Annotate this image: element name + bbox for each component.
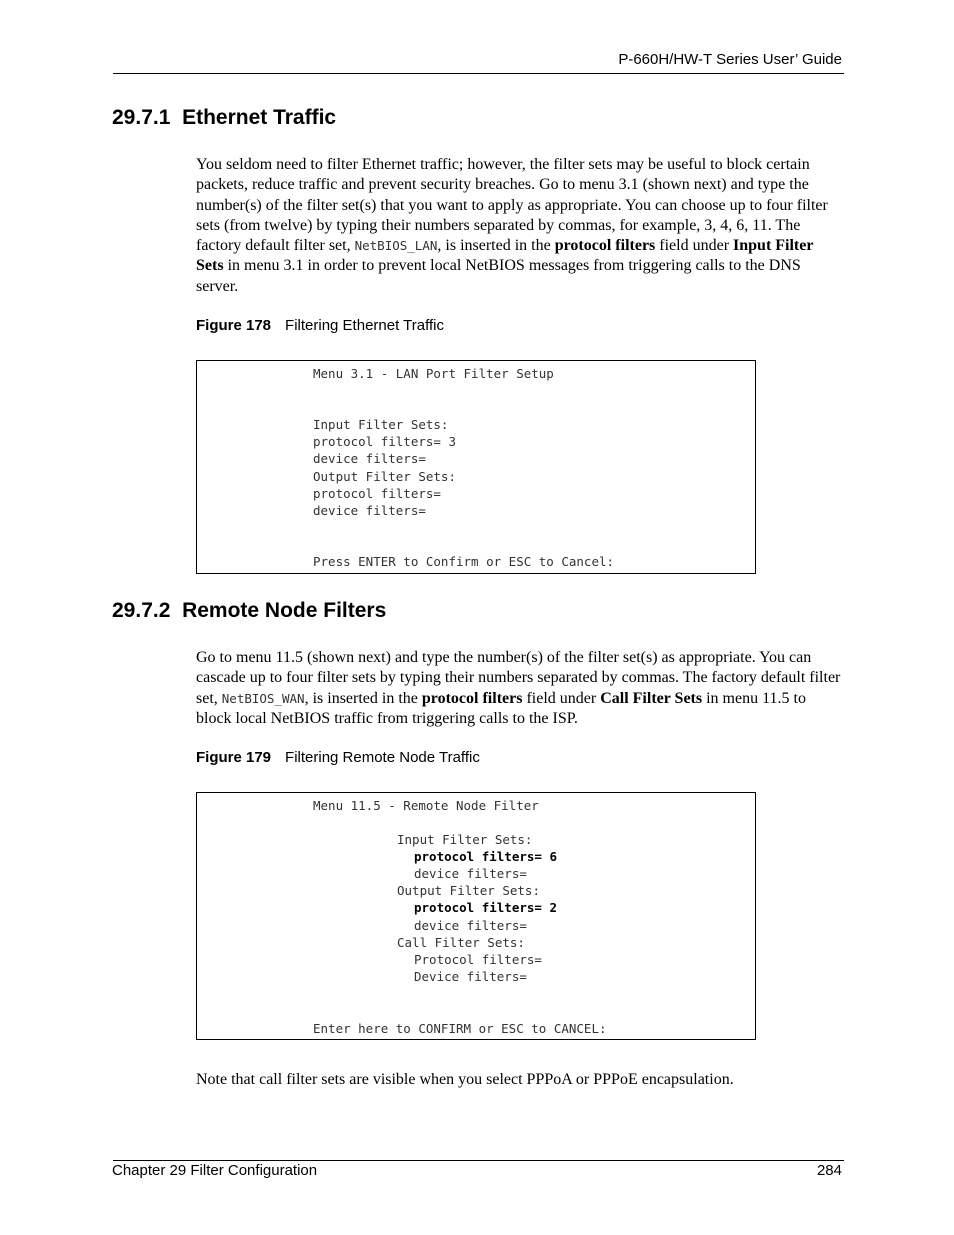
figure-178-caption: [196, 317, 444, 334]
para-text: You seldom need to filter Ethernet traffic; however, the filter sets may be useful to block certain packets, reduce traffic and prevent security breaches. Go to menu 3.1 (shown next) and type the number(s) of the filter set(s) that you want to apply as appropriate. You can choose up to four filter sets (from twelve) by typing their numbers separated by commas, for example, 3, 4, 6, 11. The factory default filter set,: [196, 156, 828, 255]
screen-line: Protocol filters=: [414, 952, 542, 967]
section-heading-remote-node-filters: [112, 599, 386, 623]
section-heading-ethernet-traffic: [112, 106, 336, 130]
bold-protocol-filters: protocol filters: [421, 689, 523, 707]
screen-line: device filters=: [313, 503, 426, 518]
screen-line: protocol filters= 3: [313, 434, 456, 449]
screen-line: Press ENTER to Confirm or ESC to Cancel:: [313, 554, 615, 569]
figure-caption-text: Filtering Ethernet Traffic: [285, 317, 444, 334]
screen-line: Input Filter Sets:: [397, 832, 533, 847]
footer-chapter: Chapter 29 Filter Configuration: [112, 1162, 318, 1179]
screen-line: device filters=: [313, 451, 426, 466]
screen-line: Enter here to CONFIRM or ESC to CANCEL:: [313, 1021, 607, 1036]
screen-line: Device filters=: [414, 969, 527, 984]
para-text: , is inserted in the: [304, 689, 422, 707]
page-number: 284: [816, 1162, 842, 1179]
para-text: , is inserted in the: [437, 237, 555, 255]
screen-line: Output Filter Sets:: [313, 469, 456, 484]
bold-input-filter-sets: Input Filter Sets: [196, 237, 814, 275]
screen-line: device filters=: [414, 866, 527, 881]
screen-line: protocol filters= 2: [414, 900, 557, 915]
screen-line: Output Filter Sets:: [397, 883, 540, 898]
encapsulation-note: Note that call filter sets are visible when you select PPPoA or PPPoE encapsulation.: [196, 1071, 734, 1088]
screen-line: protocol filters= 6: [414, 849, 557, 864]
figure-number: Figure 179: [196, 749, 272, 766]
figure-number: Figure 178: [196, 317, 272, 334]
remote-node-filters-paragraph: [196, 648, 844, 729]
figure-179-caption: [196, 749, 480, 766]
screen-line: Input Filter Sets:: [313, 417, 449, 432]
section-title: Remote Node Filters: [182, 599, 387, 622]
para-text: in menu 3.1 in order to prevent local NetBIOS messages from triggering calls to the DNS server.: [196, 257, 801, 295]
code-netbios-wan: NetBIOS_WAN: [221, 690, 305, 706]
header-divider: [113, 73, 844, 74]
figure-caption-text: Filtering Remote Node Traffic: [285, 749, 480, 766]
footer-divider: [113, 1160, 844, 1161]
screen-line: Menu 3.1 - LAN Port Filter Setup: [313, 366, 554, 381]
screen-line: Call Filter Sets:: [397, 935, 525, 950]
screen-line: protocol filters=: [313, 486, 441, 501]
lan-port-filter-setup-screen: [196, 360, 756, 574]
code-netbios-lan: NetBIOS_LAN: [354, 238, 438, 254]
para-text: Go to menu 11.5 (shown next) and type the number(s) of the filter set(s) as appropriate. You can cascade up to four filter sets by typing their numbers separated by commas. The factory default filter set,: [196, 649, 841, 707]
bold-call-filter-sets: Call Filter Sets: [600, 689, 703, 707]
section-number: 29.7.1: [112, 106, 171, 129]
para-text: field under: [522, 689, 601, 707]
screen-line: Menu 11.5 - Remote Node Filter: [313, 798, 539, 813]
remote-node-filter-screen: [196, 792, 756, 1040]
section-title: Ethernet Traffic: [182, 106, 337, 129]
ethernet-traffic-paragraph: [196, 155, 844, 297]
running-header: P-660H/HW-T Series User’ Guide: [618, 51, 842, 68]
bold-protocol-filters: protocol filters: [554, 237, 656, 255]
para-text: field under: [655, 237, 734, 255]
screen-line: device filters=: [414, 918, 527, 933]
section-number: 29.7.2: [112, 599, 171, 622]
para-text: in menu 11.5 to block local NetBIOS traffic from triggering calls to the ISP.: [196, 689, 806, 727]
